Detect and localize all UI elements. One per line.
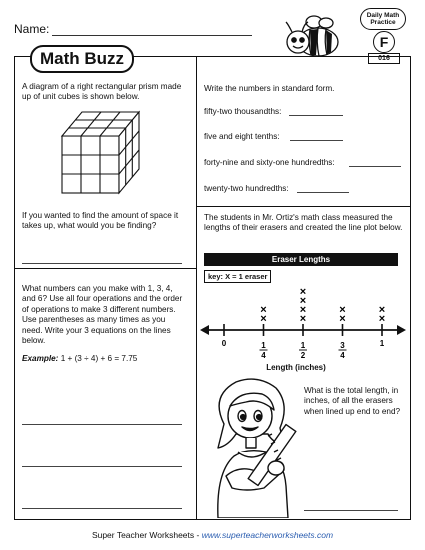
tick-label-numerator: 1	[261, 341, 266, 350]
data-point-x: ×	[378, 313, 386, 325]
q3-answer-line-2[interactable]	[290, 140, 343, 141]
name-line[interactable]	[52, 35, 252, 36]
prism-diagram	[60, 108, 140, 196]
q2-example-label: Example:	[22, 354, 59, 363]
tick-label-denominator: 4	[340, 351, 345, 360]
badge-letter: F	[373, 31, 395, 53]
q3-item-2: five and eight tenths:	[204, 132, 280, 141]
footer-brand: Super Teacher Worksheets	[91, 530, 195, 540]
axis-label: Length (inches)	[266, 363, 326, 372]
grid-divider-right	[196, 206, 411, 207]
axis-arrow-left	[200, 325, 209, 335]
data-point-x: ×	[299, 286, 307, 298]
tick-label-denominator: 4	[261, 351, 266, 360]
q4-question: What is the total length, in inches, of all the erasers when lined up end to end?	[304, 386, 401, 416]
q2-example	[22, 354, 188, 364]
q3-answer-line-1[interactable]	[289, 115, 343, 116]
q2-answer-line-2[interactable]	[22, 466, 182, 467]
footer-url[interactable]: www.superteacherworksheets.com	[201, 530, 334, 540]
q2-prompt: What numbers can you make with 1, 3, 4, and 6? Use all four operations and the order of operations to make 3 different numbers. Use parentheses as many times as you need. Write your 3 equations on the lines below.	[22, 284, 183, 346]
q1-question: If you wanted to find the amount of space it takes up, what would you be finding?	[22, 211, 179, 231]
q3-item-3: forty-nine and sixty-one hundredths:	[204, 158, 335, 167]
data-point-x: ×	[299, 313, 307, 325]
grid-divider-left	[14, 268, 196, 269]
data-point-x: ×	[339, 304, 346, 316]
line-plot	[200, 282, 410, 374]
q1-prompt: A diagram of a right rectangular prism made up of unit cubes is shown below.	[22, 82, 182, 102]
q2-answer-line-3[interactable]	[22, 508, 182, 509]
name-label: Name:	[14, 22, 50, 36]
q3-prompt: Write the numbers in standard form.	[204, 84, 335, 93]
data-point-x: ×	[378, 304, 386, 316]
plot-title: Eraser Lengths	[204, 253, 398, 266]
q3-item-1: fifty-two thousandths:	[204, 107, 282, 116]
tick-label-denominator: 2	[300, 351, 306, 360]
q4-answer-line[interactable]	[304, 510, 398, 511]
data-point-x: ×	[260, 313, 267, 325]
tick-label-numerator: 1	[300, 341, 306, 350]
q2-answer-line-1[interactable]	[22, 424, 182, 425]
q1-answer-line[interactable]	[22, 263, 182, 264]
footer-separator: -	[194, 530, 202, 540]
data-point-x: ×	[299, 304, 307, 316]
q3-answer-line-3[interactable]	[349, 166, 401, 167]
plot-key: key: X = 1 eraser	[204, 270, 271, 283]
q4-prompt: The students in Mr. Ortiz's math class measured the lengths of their erasers and created the line plot below.	[204, 213, 403, 233]
data-point-x: ×	[260, 304, 267, 316]
girl-with-ruler-illustration	[206, 376, 302, 518]
footer	[0, 530, 425, 540]
badge-line2: Practice	[370, 19, 396, 26]
q3-answer-line-4[interactable]	[297, 192, 349, 193]
data-point-x: ×	[339, 313, 346, 325]
tick-label: 0	[221, 339, 227, 348]
tick-label-numerator: 3	[340, 341, 345, 350]
badge-number: 016	[368, 53, 400, 64]
q3-item-4: twenty-two hundredths:	[204, 184, 289, 193]
page-title: Math Buzz	[30, 45, 134, 73]
grid-divider-vertical	[196, 56, 197, 520]
tick-label: 1	[379, 339, 385, 348]
axis-arrow-right	[397, 325, 406, 335]
q2-example-text: 1 + (3 ÷ 4) + 6 = 7.75	[60, 354, 138, 363]
data-point-x: ×	[299, 295, 307, 307]
badge-line1: Daily Math	[366, 12, 400, 19]
